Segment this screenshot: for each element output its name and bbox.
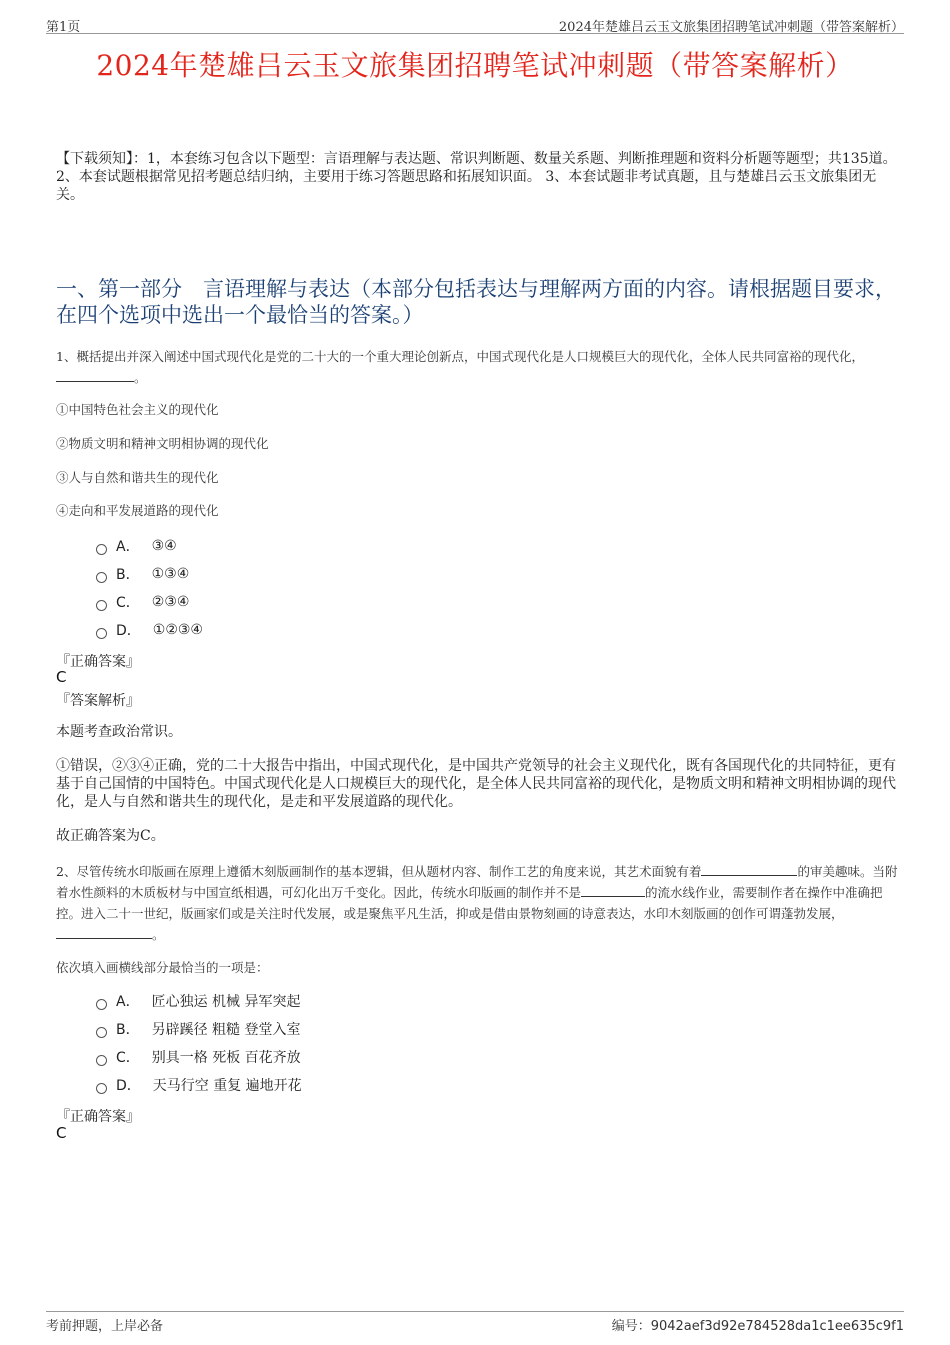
q2-choice-b[interactable]: [96, 1019, 301, 1039]
footer-divider: [46, 1311, 904, 1312]
choice-text: ③④: [151, 538, 177, 554]
q1-item-4: ④走向和平发展道路的现代化: [56, 503, 219, 518]
q1-item-2: ②物质文明和精神文明相协调的现代化: [56, 436, 269, 451]
question-1-stem: [56, 346, 898, 388]
choice-letter: B．: [116, 1022, 140, 1038]
q1-analysis-conclusion: 故正确答案为C。: [56, 828, 165, 844]
fill-blank: [56, 926, 152, 939]
radio-button[interactable]: [96, 1027, 107, 1038]
radio-button[interactable]: [96, 628, 107, 639]
radio-button[interactable]: [96, 544, 107, 555]
q1-choice-a[interactable]: [96, 536, 177, 556]
radio-button[interactable]: [96, 600, 107, 611]
q1-answer: C: [56, 668, 67, 686]
section-title: 一、第一部分 言语理解与表达（本部分包括表达与理解两方面的内容。请根据题目要求，在四个选项中选出一个最恰当的答案。）: [56, 277, 896, 327]
choice-text: ①③④: [151, 566, 190, 582]
q1-choice-c[interactable]: [96, 592, 189, 612]
choice-letter: B．: [116, 567, 140, 583]
q1-choice-b[interactable]: [96, 564, 189, 584]
choice-text: 匠心独运 机械 异军突起: [151, 994, 301, 1010]
choice-text: 别具一格 死板 百花齐放: [151, 1050, 301, 1066]
q2-choice-d[interactable]: [96, 1075, 302, 1095]
q1-answer-label: 『正确答案』: [56, 654, 140, 670]
q1-item-1: ①中国特色社会主义的现代化: [56, 402, 219, 417]
choice-letter: A．: [116, 994, 140, 1010]
choice-text: 另辟蹊径 粗糙 登堂入室: [151, 1022, 301, 1038]
q1-analysis-body: ①错误，②③④正确，党的二十大报告中指出，中国式现代化，是中国共产党领导的社会主义现代化，既有各国现代化的共同特征，更有基于自己国情的中国特色。中国式现代化是人口规模巨大的现代化，是全体人民共同富裕的现代化，是物质文明和精神文明相协调的现代化，是人与自然和谐共生的现代化，是走和平发展道路的现代化。: [56, 758, 896, 810]
choice-text: ②③④: [151, 594, 190, 610]
q1-analysis-intro: 本题考查政治常识。: [56, 724, 182, 740]
q2-answer: C: [56, 1124, 67, 1142]
q2-prompt: 依次填入画横线部分最恰当的一项是：: [56, 960, 269, 975]
q2-choice-a[interactable]: [96, 991, 300, 1011]
choice-letter: C．: [116, 595, 140, 611]
page-title: 2024年楚雄吕云玉文旅集团招聘笔试冲刺题（带答案解析）: [96, 49, 854, 82]
header-divider: [46, 33, 904, 34]
q2-choice-c[interactable]: [96, 1047, 301, 1067]
code-value: 9042aef3d92e784528da1c1ee635c9f1: [650, 1319, 904, 1334]
download-notice: 【下载须知】：1，本套练习包含以下题型：言语理解与表达题、常识判断题、数量关系题、判断推理题和资料分析题等题型；共135道。 2、本套试题根据常见招考题总结归纳，主要用于练习答题思路和拓展知识面。 3、本套试题非考试真题，且与楚雄吕云玉文旅集团无关。: [56, 151, 897, 203]
header-doc-title: 2024年楚雄吕云玉文旅集团招聘笔试冲刺题（带答案解析）: [558, 20, 904, 35]
fill-blank: [701, 863, 797, 876]
question-1-text-end: 。: [134, 370, 147, 385]
radio-button[interactable]: [96, 1083, 107, 1094]
q1-choice-d[interactable]: [96, 620, 203, 640]
choice-text: ①②③④: [152, 622, 203, 638]
choice-letter: D．: [116, 623, 141, 639]
choice-letter: C．: [116, 1050, 140, 1066]
radio-button[interactable]: [96, 999, 107, 1010]
footer-slogan: 考前押题，上岸必备: [46, 1319, 164, 1334]
q2-answer-label: 『正确答案』: [56, 1109, 140, 1125]
page-number: 第1页: [46, 20, 81, 35]
fill-blank: [56, 369, 134, 382]
fill-blank: [581, 884, 645, 897]
question-2-stem: [56, 861, 898, 945]
code-label: 编号：: [611, 1319, 651, 1334]
radio-button[interactable]: [96, 572, 107, 583]
question-2-text: 的审美趣味。当附着水性颜料的木质板材与中国宣纸相遇，可幻化出万千变化。因此，传统水印版画的制作并不是: [56, 864, 898, 900]
question-2-text: 的流水线作业，需要制作者在操作中准确把控。进入二十一世纪，版画家们或是关注时代发展，或是聚焦平凡生活，抑或是借由景物刻画的诗意表达，水印木刻版画的创作可谓蓬勃发展，: [56, 885, 883, 921]
choice-letter: A．: [116, 539, 140, 555]
q1-analysis-label: 『答案解析』: [56, 693, 140, 709]
q1-item-3: ③人与自然和谐共生的现代化: [56, 470, 219, 485]
question-2-text-end: 。: [152, 927, 165, 942]
radio-button[interactable]: [96, 1055, 107, 1066]
question-2-text: 2、尽管传统水印版画在原理上遵循木刻版画制作的基本逻辑，但从题材内容、制作工艺的角度来说，其艺术面貌有着: [56, 864, 702, 879]
question-1-text: 1、概括提出并深入阐述中国式现代化是党的二十大的一个重大理论创新点，中国式现代化是人口规模巨大的现代化，全体人民共同富裕的现代化，: [56, 349, 864, 364]
footer-code: [612, 1315, 904, 1334]
choice-text: 天马行空 重复 遍地开花: [152, 1078, 302, 1094]
choice-letter: D．: [116, 1078, 141, 1094]
